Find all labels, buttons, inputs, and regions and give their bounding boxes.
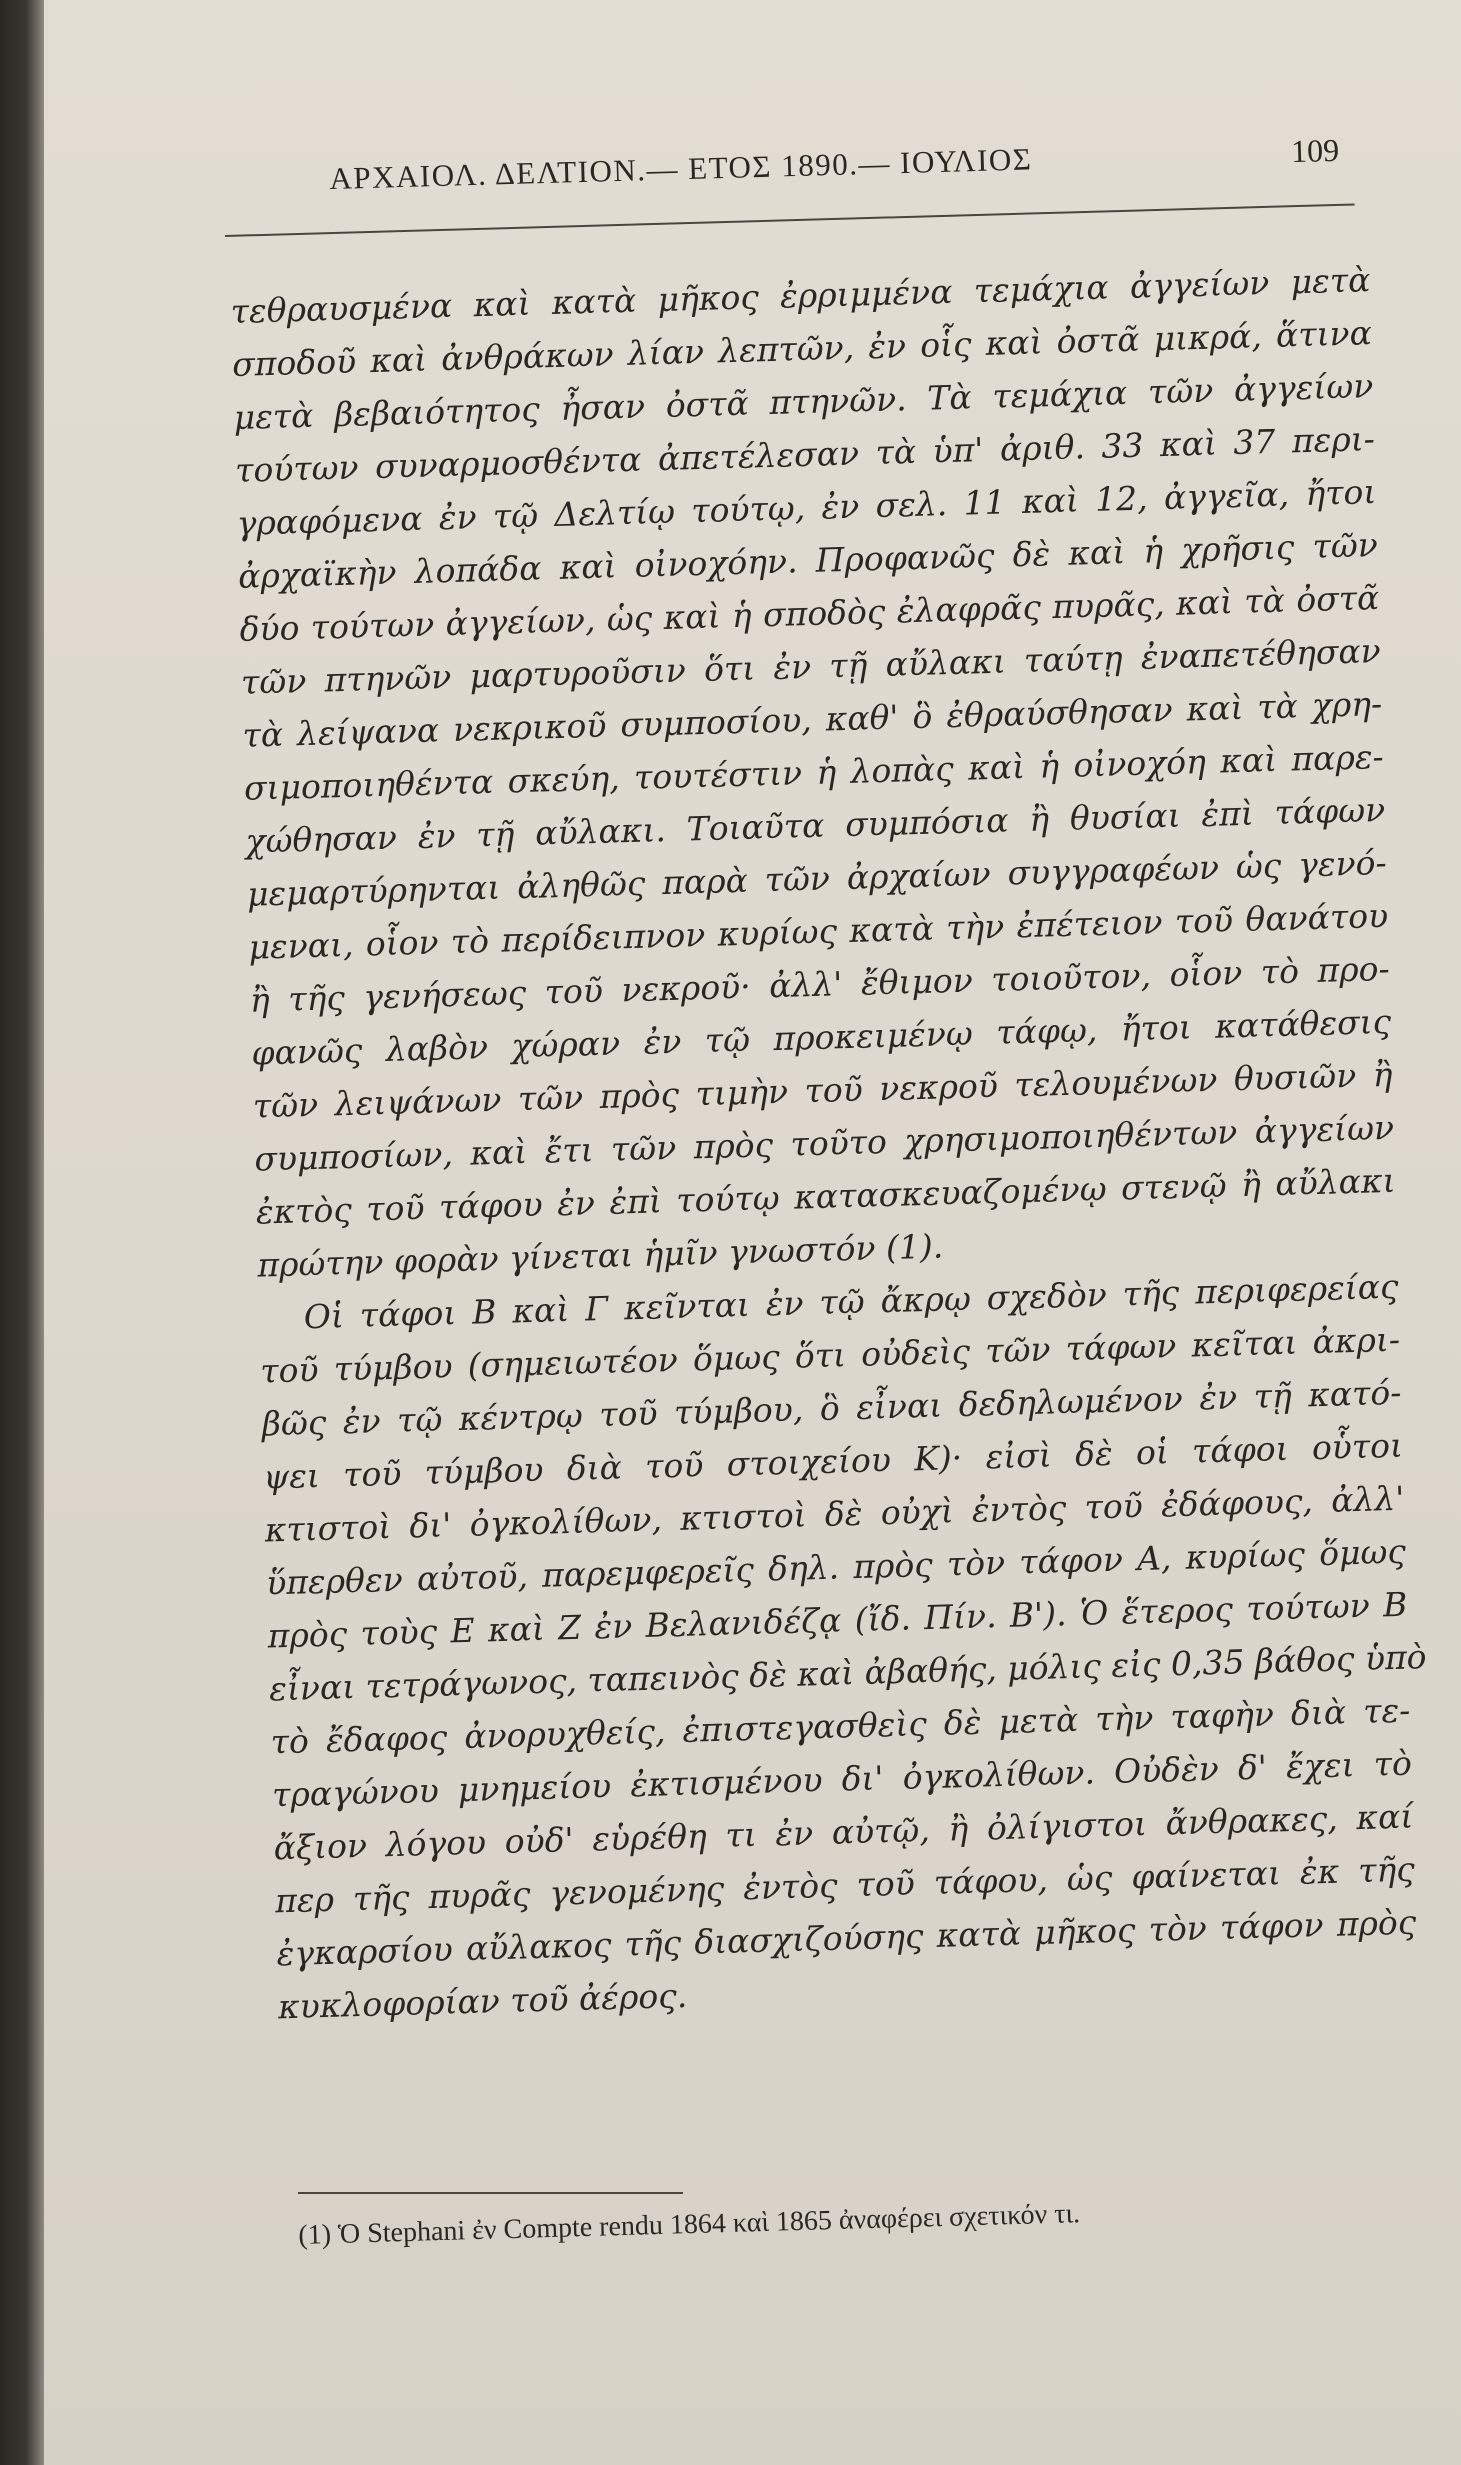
text-line: τῶν λειψάνων τῶν πρὸς τιμὴν τοῦ νεκροῦ τελουμένων θυσιῶν ἢ <box>252 1054 1394 1126</box>
text-line: μεμαρτύρηνται ἀληθῶς παρὰ τῶν ἀρχαίων συγγραφέων ὡς γενό- <box>246 842 1388 914</box>
text-line: φανῶς λαβὸν χώραν ἐν τῷ προκειμένῳ τάφῳ, ἤτοι κατάθεσις <box>250 1001 1392 1073</box>
text-line: τοῦ τύμβου (σημειωτέον ὅμως ὅτι οὐδεὶς τῶν τάφων κεῖται ἀκρι- <box>259 1319 1401 1391</box>
text-line: τῶν πτηνῶν μαρτυροῦσιν ὅτι ἐν τῇ αὔλακι ταύτῃ ἐναπετέθησαν <box>240 631 1382 702</box>
text-line: συμποσίων, καὶ ἔτι τῶν πρὸς τοῦτο χρησιμοποιηθέντων ἀγγείων <box>253 1107 1395 1179</box>
text-line: ψει τοῦ τύμβου διὰ τοῦ στοιχείου Κ)· εἰσὶ δὲ οἱ τάφοι οὗτοι <box>262 1425 1404 1497</box>
text-line: κυκλοφορίαν τοῦ ἀέρος. <box>277 1975 688 2027</box>
text-line: μετὰ βεβαιότητος ἦσαν ὀστᾶ πτηνῶν. Τὰ τεμάχια τῶν ἀγγείων <box>233 366 1374 437</box>
text-line: τεθραυσμένα καὶ κατὰ μῆκος ἐρριμμένα τεμάχια ἀγγείων μετὰ <box>230 260 1371 331</box>
text-line: πρώτην φορὰν γίνεται ἡμῖν γνωστόν (1). <box>256 1226 944 1285</box>
text-line: ἢ τῆς γενήσεως τοῦ νεκροῦ· ἀλλ' ἔθιμον τοιοῦτον, οἷον τὸ προ- <box>249 948 1391 1020</box>
book-binding-edge <box>0 0 44 2465</box>
text-line: εἶναι τετράγωνος, ταπεινὸς δὲ καὶ ἀβαθής, μόλις εἰς 0,35 βάθος ὑπὸ <box>268 1637 1428 1709</box>
text-line: ἐκτὸς τοῦ τάφου ἐν ἐπὶ τούτῳ κατασκευαζομένῳ στενῷ ἢ αὔλακι <box>255 1160 1396 1232</box>
text-line: βῶς ἐν τῷ κέντρῳ τοῦ τύμβου, ὃ εἶναι δεδηλωμένον ἐν τῇ κατό- <box>261 1372 1402 1444</box>
text-line: ὕπερθεν αὐτοῦ, παρεμφερεῖς δηλ. πρὸς τὸν τάφον Α, κυρίως ὅμως <box>265 1531 1407 1603</box>
footnote: (1) Ὁ Stephani ἐν Compte rendu 1864 καὶ 1865 ἀναφέρει σχετικόν τι. <box>298 2198 1081 2251</box>
text-line: δύο τούτων ἀγγείων, ὡς καὶ ἡ σποδὸς ἐλαφρᾶς πυρᾶς, καὶ τὰ ὀστᾶ <box>239 578 1380 649</box>
text-line: γραφόμενα ἐν τῷ Δελτίῳ τούτῳ, ἐν σελ. 11 καὶ 12, ἀγγεῖα, ἤτοι <box>236 472 1377 543</box>
text-line: χώθησαν ἐν τῇ αὔλακι. Τοιαῦτα συμπόσια ἢ θυσίαι ἐπὶ τάφων <box>244 789 1386 861</box>
text-line: ἀρχαϊκὴν λοπάδα καὶ οἰνοχόην. Προφανῶς δὲ καὶ ἡ χρῆσις τῶν <box>237 525 1379 596</box>
text-line: σιμοποιηθέντα σκεύη, τουτέστιν ἡ λοπὰς καὶ ἡ οἰνοχόη καὶ παρε- <box>243 736 1385 808</box>
text-line: τὸ ἔδαφος ἀνορυχθείς, ἐπιστεγασθεὶς δὲ μετὰ τὴν ταφὴν διὰ τε- <box>270 1690 1411 1762</box>
text-line: τούτων συναρμοσθέντα ἀπετέλεσαν τὰ ὑπ' ἀριθ. 33 καὶ 37 περι- <box>234 419 1376 490</box>
text-line: Οἱ τάφοι Β καὶ Γ κεῖνται ἐν τῷ ἄκρῳ σχεδὸν τῆς περιφερείας <box>303 1266 1399 1337</box>
page-number: 109 <box>1290 131 1340 170</box>
text-line: μεναι, οἷον τὸ περίδειπνον κυρίως κατὰ τὴν ἐπέτειον τοῦ θανάτου <box>247 895 1389 967</box>
text-line: σποδοῦ καὶ ἀνθράκων λίαν λεπτῶν, ἐν οἷς καὶ ὀστᾶ μικρά, ἅτινα <box>231 313 1373 384</box>
text-line: τὰ λείψανα νεκρικοῦ συμποσίου, καθ' ὃ ἐθραύσθησαν καὶ τὰ χρη- <box>242 684 1383 755</box>
text-line: ἄξιον λόγου οὐδ' εὑρέθη τι ἐν αὐτῷ, ἢ ὀλίγιστοι ἄνθρακες, καί <box>273 1796 1414 1868</box>
text-line: τραγώνου μνημείου ἐκτισμένου δι' ὀγκολίθων. Οὐδὲν δ' ἔχει τὸ <box>271 1743 1413 1815</box>
body-text <box>230 253 1428 2033</box>
text-line: κτιστοὶ δι' ὀγκολίθων, κτιστοὶ δὲ οὐχὶ ἐντὸς τοῦ ἐδάφους, ἀλλ' <box>264 1478 1405 1550</box>
running-title: ΑΡΧΑΙΟΛ. ΔΕΛΤΙΟΝ.— ΕΤΟΣ 1890.— ΙΟΥΛΙΟΣ <box>328 141 1033 197</box>
text-line: περ τῆς πυρᾶς γενομένης ἐντὸς τοῦ τάφου, ὡς φαίνεται ἐκ τῆς <box>274 1849 1416 1921</box>
footnote-rule <box>298 2192 683 2194</box>
text-line: πρὸς τοὺς Ε καὶ Ζ ἐν Βελανιδέζᾳ (ἴδ. Πίν. Β'). Ὁ ἕτερος τούτων Β <box>267 1584 1408 1656</box>
text-line: ἐγκαρσίου αὔλακος τῆς διασχιζούσης κατὰ μῆκος τὸν τάφον πρὸς <box>276 1902 1417 1974</box>
